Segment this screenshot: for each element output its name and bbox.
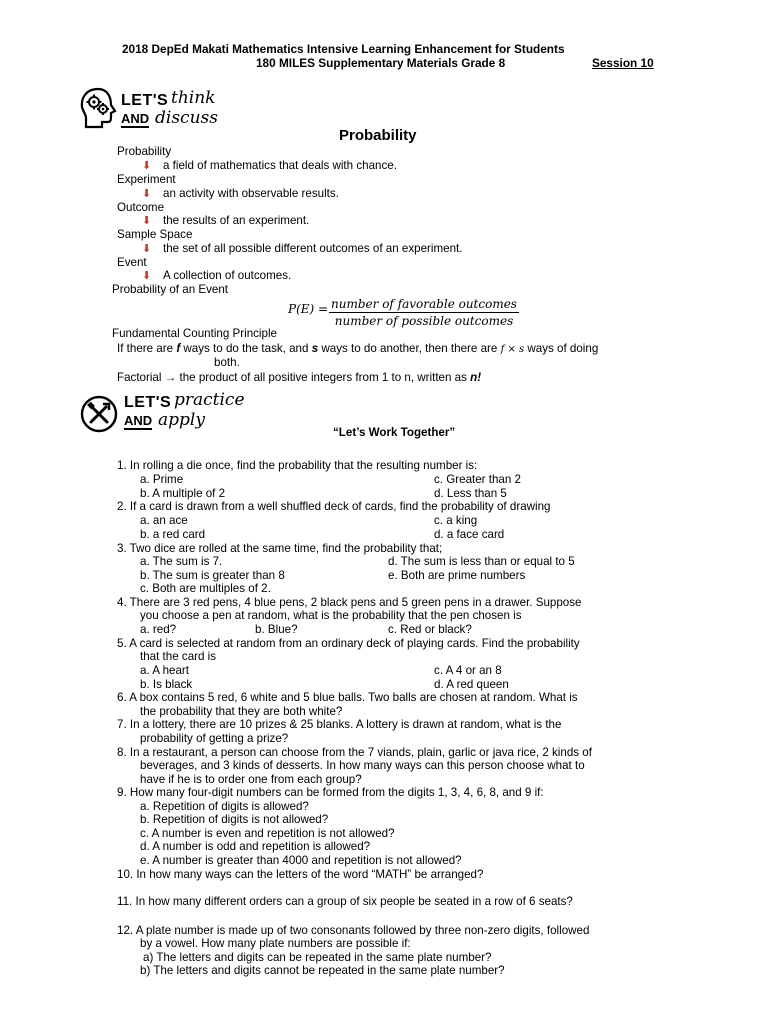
banner-discuss-text: discuss (155, 108, 218, 128)
exercise-line: 10. In how many ways can the letters of the word “MATH” be arranged? (117, 868, 484, 881)
exercise-line: that the card is (140, 650, 217, 663)
exercise-line: a. Repetition of digits is allowed? (140, 800, 309, 813)
exercise-line: b. A multiple of 2 (140, 487, 226, 500)
exercise-line: d. Less than 5 (434, 487, 507, 500)
head-gears-icon (78, 86, 118, 130)
formula-denominator: number of possible outcomes (329, 312, 519, 328)
tools-icon (80, 395, 118, 433)
exercise-line: a. Prime (140, 473, 184, 486)
exercise-line: 1. In rolling a die once, find the probability that the resulting number is: (117, 459, 478, 472)
exercise-line: c. a king (434, 514, 478, 527)
exercise-line: a. The sum is 7. (140, 555, 223, 568)
session-label: Session 10 (592, 56, 654, 70)
exercise-line: e. Both are prime numbers (388, 569, 526, 582)
work-together-title: “Let’s Work Together” (333, 426, 456, 439)
exercise-line: a. red? (140, 623, 177, 636)
exercise-line: b. The sum is greater than 8 (140, 569, 285, 582)
exercise-line: d. A number is odd and repetition is allowed? (140, 840, 371, 853)
prob-event-label: Probability of an Event (112, 283, 229, 296)
banner-practice-text: practice (174, 390, 245, 410)
term-probability: Probability (117, 145, 172, 158)
red-arrow-icon: ⬇ (142, 160, 152, 172)
def-outcome: the results of an experiment. (163, 214, 310, 227)
exercise-line: 7. In a lottery, there are 10 prizes & 25 blanks. A lottery is drawn at random, what is the (117, 718, 562, 731)
exercise-line: b. a red card (140, 528, 206, 541)
banner-apply-text: apply (158, 410, 205, 430)
banner-and-text: AND (124, 413, 153, 428)
lets-think-banner (78, 86, 251, 130)
term-event: Event (117, 256, 147, 269)
exercise-line: 12. A plate number is made up of two consonants followed by three non-zero digits, followed (117, 924, 590, 937)
factorial-line (117, 371, 481, 384)
def-probability: a field of mathematics that deals with chance. (163, 159, 397, 172)
exercise-line: a) The letters and digits can be repeated in the same plate number? (143, 951, 492, 964)
red-arrow-icon: ⬇ (142, 243, 152, 255)
formula-lhs: P(E) = (288, 302, 329, 316)
fcp-text-c: ways to do another, then there are (321, 342, 498, 355)
exercise-line: beverages, and 3 kinds of desserts. In how many ways can this person choose what to (140, 759, 585, 772)
exercise-line: 11. In how many different orders can a group of six people be seated in a row of 6 seats? (117, 895, 573, 908)
banner-and-text: AND (121, 111, 150, 126)
fcp-sentence (117, 342, 598, 355)
exercise-line: you choose a pen at random, what is the probability that the pen chosen is (140, 609, 522, 622)
exercise-line: c. Red or black? (388, 623, 472, 636)
formula-numerator: number of favorable outcomes (331, 297, 517, 311)
exercise-line: 6. A box contains 5 red, 6 white and 5 blue balls. Two balls are chosen at random. What is (117, 691, 578, 704)
exercise-line: 8. In a restaurant, a person can choose from the 7 viands, plain, garlic or java rice, 2 kinds of (117, 746, 592, 759)
exercise-line: probability of getting a prize? (140, 732, 289, 745)
fcp-text-b: ways to do the task, and (183, 342, 309, 355)
def-experiment: an activity with observable results. (163, 187, 339, 200)
exercise-line: c. A 4 or an 8 (434, 664, 502, 677)
lets-practice-banner (80, 392, 264, 436)
exercise-line: a. A heart (140, 664, 189, 677)
factorial-n: n! (470, 371, 482, 384)
fcp-text-a: If there are (117, 342, 174, 355)
exercise-line: have if he is to order one from each group? (140, 773, 362, 786)
factorial-text: Factorial → the product of all positive integers from 1 to n, written as (117, 371, 467, 384)
exercise-line: by a vowel. How many plate numbers are possible if: (140, 937, 411, 950)
exercise-line: 3. Two dice are rolled at the same time, find the probability that; (117, 542, 443, 555)
exercise-line: e. A number is greater than 4000 and repetition is not allowed? (140, 854, 462, 867)
def-sample-space: the set of all possible different outcomes of an experiment. (163, 242, 463, 255)
def-event: A collection of outcomes. (163, 269, 292, 282)
fcp-label: Fundamental Counting Principle (112, 327, 277, 340)
banner-lets-text: LET'S (121, 92, 169, 109)
banner-think-text: think (171, 88, 216, 108)
exercise-line: 5. A card is selected at random from an ordinary deck of playing cards. Find the probability (117, 637, 580, 650)
fcp-fxs: f × s (500, 344, 525, 355)
fcp-f: f (176, 342, 181, 355)
exercise-line: b) The letters and digits cannot be repeated in the same plate number? (140, 964, 505, 977)
exercise-line: 4. There are 3 red pens, 4 blue pens, 2 black pens and 5 green pens in a drawer. Suppose (117, 596, 582, 609)
probability-formula (329, 297, 519, 329)
page-title: Probability (339, 127, 417, 144)
header-line-1: 2018 DepEd Makati Mathematics Intensive Learning Enhancement for Students (122, 42, 565, 56)
term-outcome: Outcome (117, 201, 165, 214)
exercise-line: c. A number is even and repetition is not allowed? (140, 827, 395, 840)
fcp-s: s (311, 342, 319, 355)
red-arrow-icon: ⬇ (142, 188, 152, 200)
header-line-2: 180 MILES Supplementary Materials Grade 8 (256, 56, 506, 70)
exercise-line: 2. If a card is drawn from a well shuffled deck of cards, find the probability of drawing (117, 500, 551, 513)
banner-lets-text: LET'S (124, 394, 172, 411)
exercise-line: a. an ace (140, 514, 188, 527)
term-sample-space: Sample Space (117, 228, 193, 241)
exercise-line: 9. How many four-digit numbers can be formed from the digits 1, 3, 4, 6, 8, and 9 if: (117, 786, 544, 799)
fcp-line-2: both. (214, 356, 240, 369)
exercise-line: d. The sum is less than or equal to 5 (388, 555, 575, 568)
exercise-line: d. A red queen (434, 678, 509, 691)
exercise-line: b. Repetition of digits is not allowed? (140, 813, 329, 826)
exercise-line: c. Greater than 2 (434, 473, 521, 486)
exercise-line: the probability that they are both white? (140, 705, 343, 718)
fcp-text-d: ways of doing (527, 342, 599, 355)
red-arrow-icon: ⬇ (142, 270, 152, 282)
exercise-line: d. a face card (434, 528, 505, 541)
exercise-line: b. Blue? (255, 623, 298, 636)
exercise-line: b. Is black (140, 678, 193, 691)
red-arrow-icon: ⬇ (142, 215, 152, 227)
term-experiment: Experiment (117, 173, 176, 186)
exercise-line: c. Both are multiples of 2. (140, 582, 271, 595)
